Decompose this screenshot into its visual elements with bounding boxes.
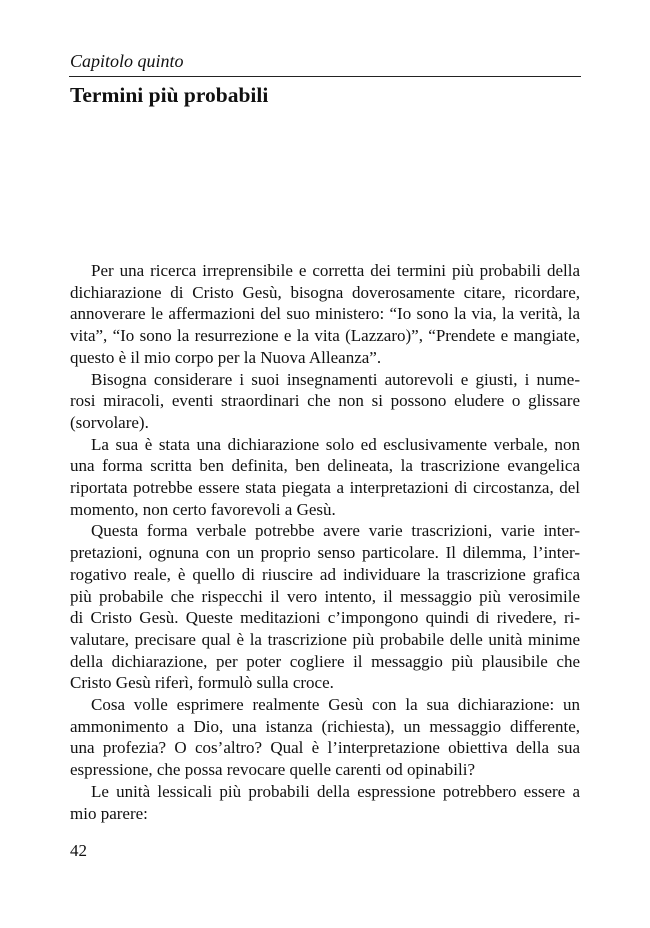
text-line: espressione, che possa revocare quelle carenti od opinabili? [70, 760, 476, 780]
text-line: più probabile che rispecchi il vero intento, il messaggio più verosimile [70, 586, 580, 606]
text-line: Le unità lessicali più probabili della espressione potrebbero essere a [91, 781, 580, 801]
text-line: momento, non certo favorevoli a Gesù. [70, 499, 336, 519]
paragraph [70, 369, 580, 434]
text-line: della dichiarazione, per poter cogliere il messaggio più plausibile che [70, 651, 580, 671]
text-line: vita”, “Io sono la resurrezione e la vita (Lazzaro)”, “Prendete e mangiate, [70, 326, 580, 346]
header-rule [69, 76, 581, 77]
text-line: valutare, precisare qual è la trascrizione più probabile delle unità minime [70, 629, 580, 649]
text-line: La sua è stata una dichiarazione solo ed esclusivamente verbale, non [91, 434, 580, 454]
text-line: Questa forma verbale potrebbe avere varie trascrizioni, varie inter- [91, 521, 580, 541]
paragraph [70, 260, 580, 369]
text-line: dichiarazione di Cristo Gesù, bisogna doverosamente citare, ricordare, [70, 282, 580, 302]
text-line: annoverare le affermazioni del suo ministero: “Io sono la via, la verità, la [70, 304, 580, 324]
text-line: una profezia? O cos’altro? Qual è l’interpretazione obiettiva della sua [70, 738, 580, 758]
text-line: rogativo reale, è quello di riuscire ad individuare la trascrizione grafica [70, 564, 580, 584]
paragraph [70, 694, 580, 781]
text-line: Per una ricerca irreprensibile e corretta dei termini più probabili della [91, 261, 580, 280]
body-text [70, 260, 580, 824]
text-line: (sorvolare). [70, 412, 149, 432]
paragraph [70, 434, 580, 521]
page-title: Termini più probabili [70, 83, 269, 107]
paragraph [70, 781, 580, 824]
text-line: Cosa volle esprimere realmente Gesù con la sua dichiarazione: un [91, 695, 580, 715]
text-line: rosi miracoli, eventi straordinari che non si possono eludere o glissare [70, 391, 580, 411]
paragraph [70, 520, 580, 694]
text-line: mio parere: [70, 803, 148, 823]
text-line: Bisogna considerare i suoi insegnamenti autorevoli e giusti, i nume- [91, 369, 580, 389]
chapter-label: Capitolo quinto [70, 51, 184, 71]
text-line: questo è il mio corpo per la Nuova Alleanza”. [70, 347, 382, 367]
text-line: pretazioni, ognuna con un proprio senso particolare. Il dilemma, l’inter- [70, 543, 580, 563]
page-number: 42 [70, 841, 87, 860]
text-line: una forma scritta ben definita, ben delineata, la trascrizione evangelica [70, 456, 580, 476]
text-line: riportata potrebbe essere stata piegata a interpretazioni di circostanza, del [70, 478, 580, 498]
text-line: ammonimento a Dio, una istanza (richiesta), un messaggio differente, [70, 716, 580, 736]
text-line: di Cristo Gesù. Queste meditazioni c’impongono quindi di rivedere, ri- [70, 608, 580, 628]
text-line: Cristo Gesù riferì, formulò sulla croce. [70, 673, 334, 693]
